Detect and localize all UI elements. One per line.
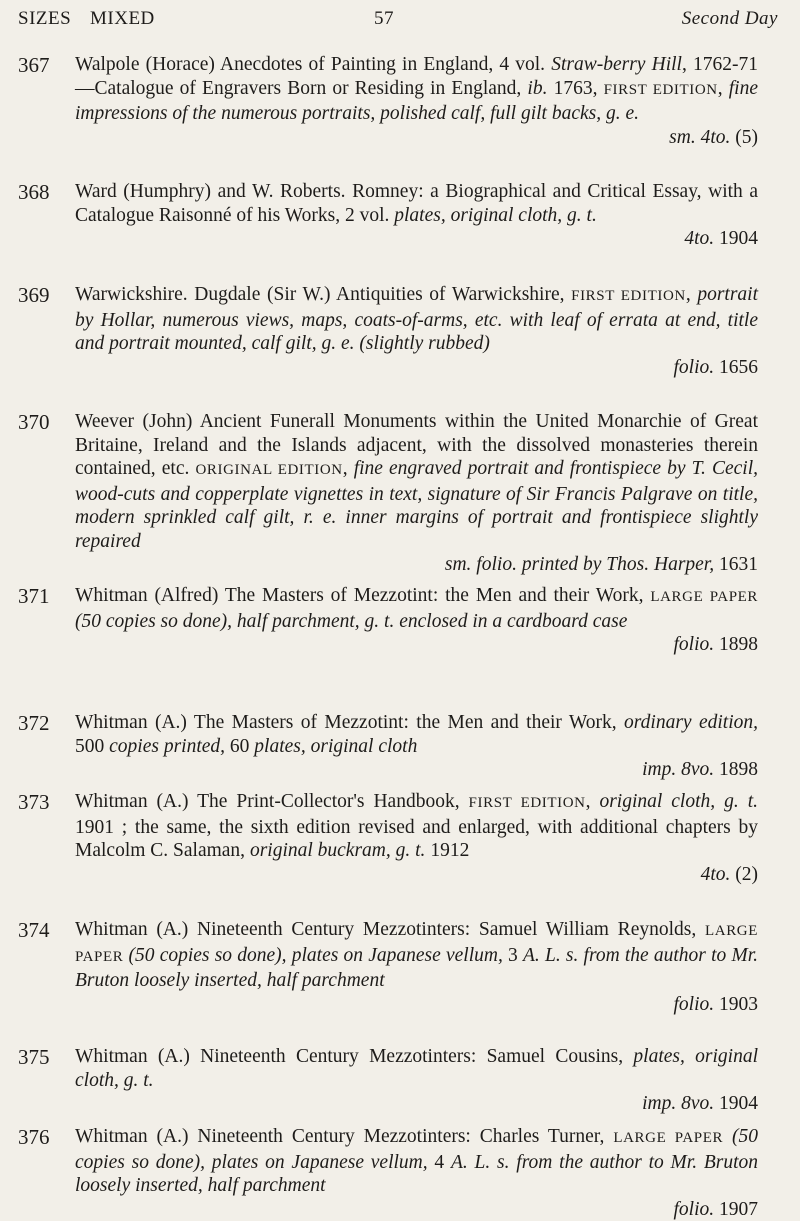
- lot-text-segment: FIRST EDITION: [571, 288, 686, 304]
- lot-tail-segment: imp. 8vo.: [642, 759, 714, 780]
- lot-tail-segment: folio.: [673, 994, 714, 1015]
- lot-tail-segment: 1656: [714, 357, 758, 378]
- lot-format-date: [75, 633, 758, 657]
- lot-description: [75, 584, 758, 657]
- lot-description: [75, 1045, 758, 1116]
- lot-number: 374: [18, 918, 50, 942]
- page-header: [18, 8, 778, 38]
- lot-text-segment: 500: [75, 736, 109, 757]
- lot-text-segment: 1763,: [547, 78, 603, 99]
- lot-tail-segment: 1898: [714, 759, 758, 780]
- lot-text-segment: ,: [686, 284, 698, 305]
- lot-text-segment: original buckram, g. t.: [250, 840, 426, 861]
- lot-text-segment: FIRST EDITION: [469, 795, 586, 811]
- lot-description: [75, 790, 758, 886]
- lot-description: [75, 1125, 758, 1221]
- lot-text-segment: 1901 ; the same, the sixth edition revised and enlarged, with additional chapters by Malcolm C. Salaman,: [75, 817, 758, 862]
- lot-text-segment: Ward (Humphry) and W. Roberts. Romney: a Biographical and Critical Essay, with a Catalogue Raisonné of his Works, 2 vol.: [75, 181, 758, 226]
- lot-text-segment: (50 copies so done), plates on Japanese vellum,: [129, 945, 503, 966]
- lot-number: 375: [18, 1045, 50, 1069]
- header-day: Second Day: [682, 8, 778, 30]
- lot-text-segment: Whitman (A.) Nineteenth Century Mezzotinters: Charles Turner,: [75, 1126, 613, 1147]
- lot-text-segment: (50 copies so done), plates on Japanese vellum,: [75, 1126, 758, 1173]
- lot-text-segment: ,: [718, 78, 729, 99]
- lot-tail-segment: 1898: [714, 634, 758, 655]
- lot-text-segment: copies printed,: [109, 736, 225, 757]
- page-number: 57: [374, 8, 394, 30]
- lot-tail-segment: (5): [730, 127, 758, 148]
- lot-number: 373: [18, 790, 50, 814]
- lot-format-date: [75, 1092, 758, 1116]
- lot-number: 367: [18, 53, 50, 77]
- lot-text-segment: A. L. s. from the author to Mr. Bruton loosely inserted, half parchment: [75, 945, 758, 992]
- lot-tail-segment: 1903: [714, 994, 758, 1015]
- lot-tail-segment: imp. 8vo.: [642, 1093, 714, 1114]
- lot-format-date: [75, 863, 758, 887]
- lot-number: 376: [18, 1125, 50, 1149]
- lot-text-segment: LARGE PAPER: [613, 1130, 723, 1146]
- header-sizes: SIZES: [18, 8, 71, 30]
- lot-tail-segment: folio.: [673, 634, 714, 655]
- lot-text-segment: plates, original cloth, g. t.: [75, 1046, 758, 1091]
- lot-text-segment: LARGE PAPER: [75, 923, 758, 965]
- lot-text-segment: Whitman (Alfred) The Masters of Mezzotint: the Men and their Work,: [75, 585, 650, 606]
- lot-text-segment: original cloth, g. t.: [599, 791, 758, 812]
- lot-text-segment: ib.: [527, 78, 547, 99]
- lot-text-segment: ORIGINAL EDITION: [195, 462, 342, 478]
- lot-text-segment: portrait by Hollar, numerous views, maps, coats-of-arms, etc. with leaf of errata at end, title and portrait mounted, calf gilt, g. e. (slightly rubbed): [75, 284, 758, 354]
- lot-tail-segment: (2): [730, 864, 758, 885]
- lot-format-date: [75, 993, 758, 1017]
- lot-text-segment: Whitman (A.) The Print-Collector's Handbook,: [75, 791, 469, 812]
- header-mixed: MIXED: [90, 8, 155, 30]
- lot-number: 371: [18, 584, 50, 608]
- lot-text-segment: Straw-berry Hill: [551, 54, 682, 75]
- lot-text-segment: Whitman (A.) The Masters of Mezzotint: the Men and their Work,: [75, 712, 624, 733]
- lot-tail-segment: folio.: [673, 1199, 714, 1220]
- lot-text-segment: , 1762-71—Catalogue of Engravers Born or Residing in England,: [75, 54, 758, 99]
- lot-description: [75, 410, 758, 577]
- lot-text-segment: 4: [428, 1152, 451, 1173]
- lot-text-segment: Weever (John) Ancient Funerall Monuments within the United Monarchie of Great Britaine, Ireland and the Islands adjacent, with the dissolved monasteries therein contained, etc.: [75, 411, 758, 479]
- lot-text-segment: 60: [225, 736, 254, 757]
- lot-text-segment: (50 copies so done), half parchment, g. t. enclosed in a cardboard case: [75, 611, 627, 632]
- lot-number: 372: [18, 711, 50, 735]
- lot-text-segment: plates, original cloth: [254, 736, 417, 757]
- lot-description: [75, 283, 758, 379]
- lot-format-date: [75, 126, 758, 150]
- lot-text-segment: A. L. s. from the author to Mr. Bruton loosely inserted, half parchment: [75, 1152, 758, 1197]
- lot-text-segment: FIRST EDITION: [604, 82, 718, 98]
- lot-text-segment: LARGE PAPER: [650, 589, 758, 605]
- lot-tail-segment: 1631: [714, 554, 758, 575]
- lot-description: [75, 180, 758, 251]
- lot-text-segment: plates, original cloth, g. t.: [394, 205, 597, 226]
- lot-tail-segment: sm. folio. printed by Thos. Harper,: [445, 554, 714, 575]
- lot-description: [75, 711, 758, 782]
- lot-text-segment: [723, 1126, 732, 1147]
- lot-format-date: [75, 1198, 758, 1221]
- lot-number: 368: [18, 180, 50, 204]
- lot-tail-segment: 1904: [714, 228, 758, 249]
- lot-format-date: [75, 227, 758, 251]
- lot-tail-segment: 4to.: [701, 864, 731, 885]
- lot-text-segment: ordinary edition,: [624, 712, 758, 733]
- lot-text-segment: fine engraved portrait and frontispiece by T. Cecil, wood-cuts and copperplate vignettes in text, signature of Sir Francis Palgrave on title, modern sprinkled calf gilt, r. e. inner margins of portrait and frontispiece slightly repaired: [75, 458, 758, 552]
- lot-text-segment: Warwickshire. Dugdale (Sir W.) Antiquities of Warwickshire,: [75, 284, 571, 305]
- lot-number: 370: [18, 410, 50, 434]
- lot-number: 369: [18, 283, 50, 307]
- lot-tail-segment: sm. 4to.: [669, 127, 730, 148]
- lot-tail-segment: folio.: [673, 357, 714, 378]
- lot-format-date: [75, 758, 758, 782]
- lot-tail-segment: 4to.: [684, 228, 714, 249]
- lot-format-date: [75, 553, 758, 577]
- lot-text-segment: ,: [586, 791, 600, 812]
- lot-text-segment: Whitman (A.) Nineteenth Century Mezzotinters: Samuel Cousins,: [75, 1046, 633, 1067]
- lot-text-segment: Whitman (A.) Nineteenth Century Mezzotinters: Samuel William Reynolds,: [75, 919, 705, 940]
- lot-text-segment: 1912: [425, 840, 469, 861]
- lot-text-segment: Walpole (Horace) Anecdotes of Painting in England, 4 vol.: [75, 54, 551, 75]
- lot-text-segment: 3: [503, 945, 523, 966]
- lot-text-segment: fine impressions of the numerous portraits, polished calf, full gilt backs, g. e.: [75, 78, 758, 125]
- lot-tail-segment: 1904: [714, 1093, 758, 1114]
- lot-format-date: [75, 356, 758, 380]
- lot-description: [75, 918, 758, 1016]
- lot-text-segment: ,: [343, 458, 354, 479]
- lot-description: [75, 53, 758, 149]
- lot-tail-segment: 1907: [714, 1199, 758, 1220]
